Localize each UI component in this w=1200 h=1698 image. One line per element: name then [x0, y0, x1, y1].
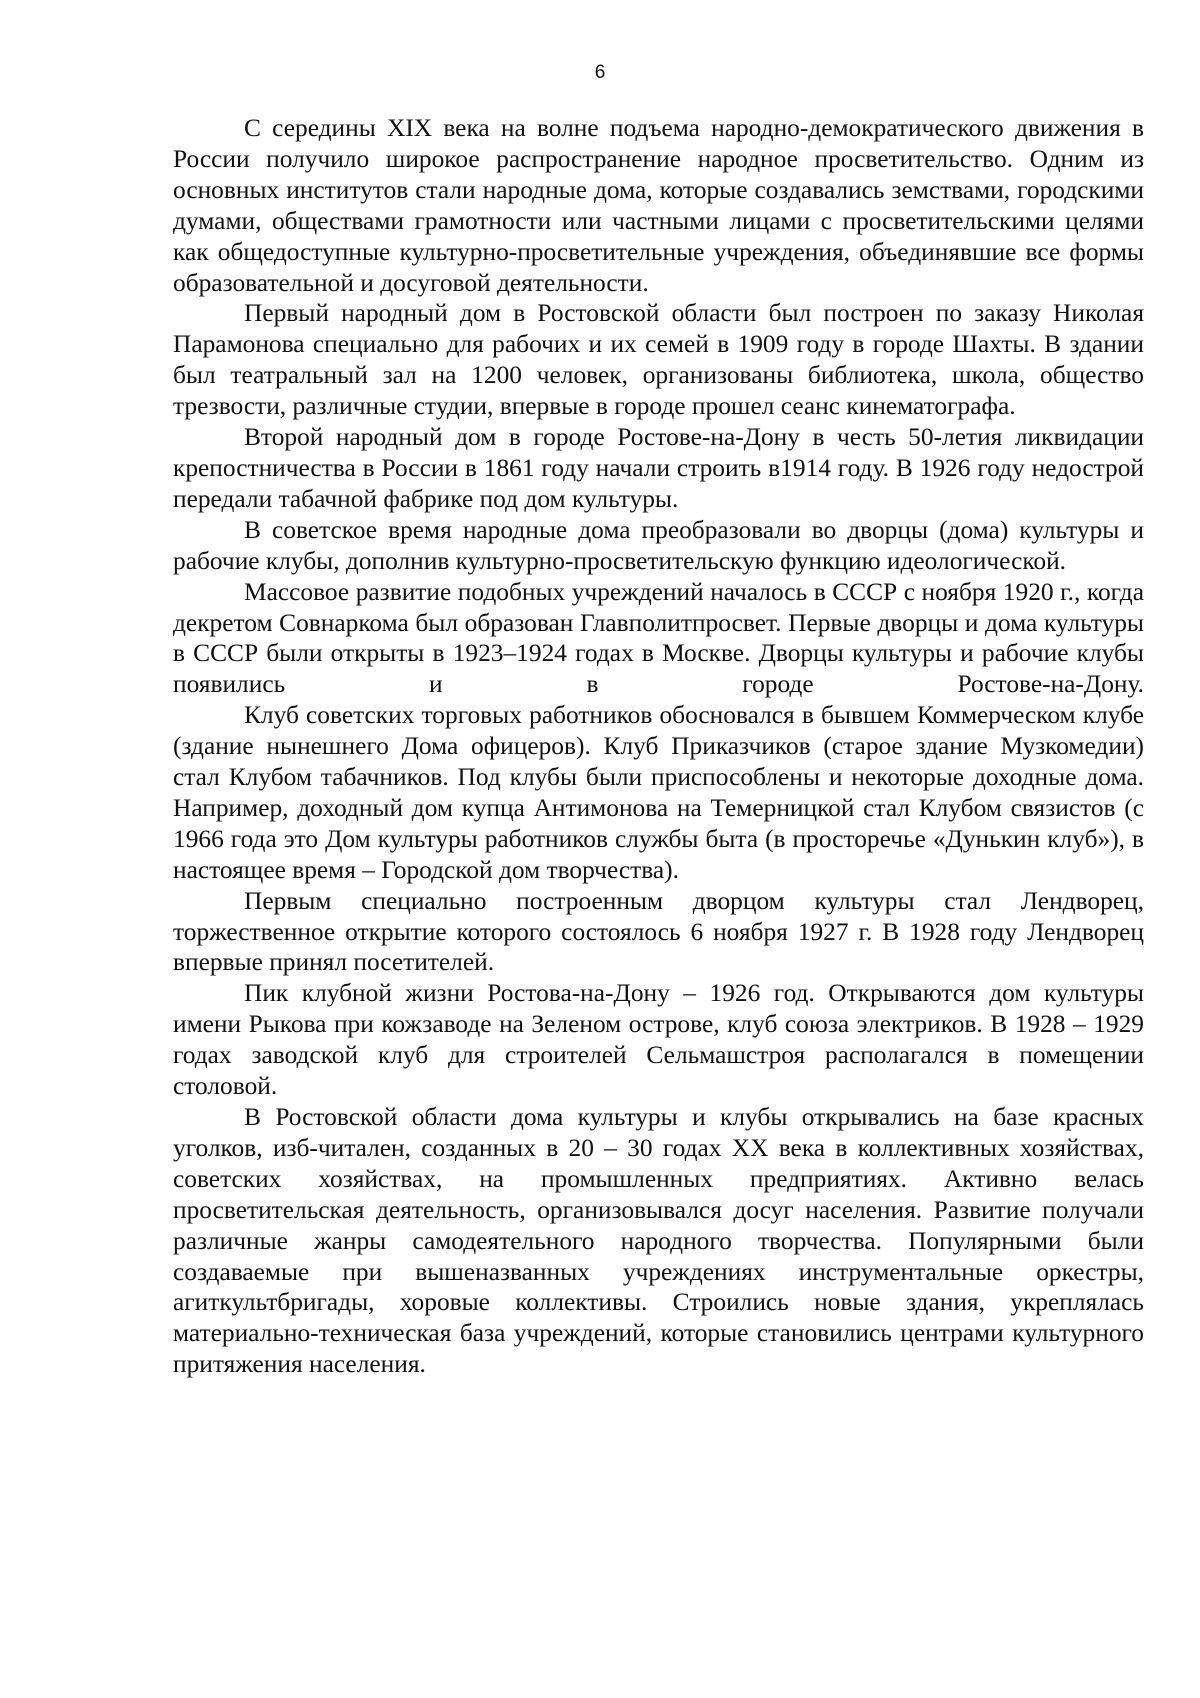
paragraph-rostov-region-clubs: В Ростовской области дома культуры и клубы открывались на базе красных уголков, изб-читален, созданных в 20 – 30 годах XX века в коллективных хозяйствах, советских хозяйствах, на промышленных предприятиях. Активно велась просветительская деятельность, организовывался досуг населения. Развитие получали различные жанры самодеятельного народного творчества. Популярными были создаваемые при вышеназванных учреждениях инструментальные оркестры, агиткультбригады, хоровые коллективы. Строились новые здания, укреплялась материально-техническая база учреждений, которые становились центрами культурного притяжения населения.	[173, 1103, 1144, 1379]
paragraph-trade-workers-club: Клуб советских торговых работников обосновался в бывшем Коммерческом клубе (здание нынешнего Дома офицеров). Клуб Приказчиков (старое здание Музкомедии) стал Клубом табачников. Под клубы были приспособлены и некоторые доходные дома. Например, доходный дом купца Антимонова на Темерницкой стал Клубом связистов (с 1966 года это Дом культуры работников службы быта (в просторечье «Дунькин клуб»), в настоящее время – Городской дом творчества).	[173, 701, 1144, 884]
paragraph-mass-development: Массовое развитие подобных учреждений началось в СССР с ноября 1920 г., когда декретом Совнаркома был образован Главполитпросвет. Первые дворцы и дома культуры в СССР были открыты в 1923–1924 годах в Москве. Дворцы культуры и рабочие клубы появились и в городе Ростове-на-Дону.	[173, 577, 1144, 699]
paragraph-club-life-peak: Пик клубной жизни Ростова-на-Дону – 1926 год. Открываются дом культуры имени Рыкова при кожзаводе на Зеленом острове, клуб союза электриков. В 1928 – 1929 годах заводской клуб для строителей Сельмашстроя располагался в помещении столовой.	[173, 979, 1144, 1101]
document-body	[173, 113, 1144, 1380]
paragraph-first-peoples-house: Первый народный дом в Ростовской области был построен по заказу Николая Парамонова специально для рабочих и их семей в 1909 году в городе Шахты. В здании был театральный зал на 1200 человек, организованы библиотека, школа, общество трезвости, различные студии, впервые в городе прошел сеанс кинематографа.	[173, 299, 1144, 421]
page-number: 6	[594, 62, 606, 83]
paragraph-enlightenment: С середины XIX века на волне подъема народно-демократического движения в России получило широкое распространение народное просветительство. Одним из основных институтов стали народные дома, которые создавались земствами, городскими думами, обществами грамотности или частными лицами с просветительскими целями как общедоступные культурно-просветительные учреждения, объединявшие все формы образовательной и досуговой деятельности.	[173, 114, 1144, 297]
paragraph-soviet-era: В советское время народные дома преобразовали во дворцы (дома) культуры и рабочие клубы, дополнив культурно-просветительскую функцию идеологической.	[173, 515, 1144, 575]
paragraph-second-peoples-house: Второй народный дом в городе Ростове-на-Дону в честь 50-летия ликвидации крепостничества в России в 1861 году начали строить в1914 году. В 1926 году недострой передали табачной фабрике под дом культуры.	[173, 423, 1144, 513]
paragraph-lendvorets: Первым специально построенным дворцом культуры стал Лендворец, торжественное открытие которого состоялось 6 ноября 1927 г. В 1928 году Лендворец впервые принял посетителей.	[173, 886, 1144, 977]
